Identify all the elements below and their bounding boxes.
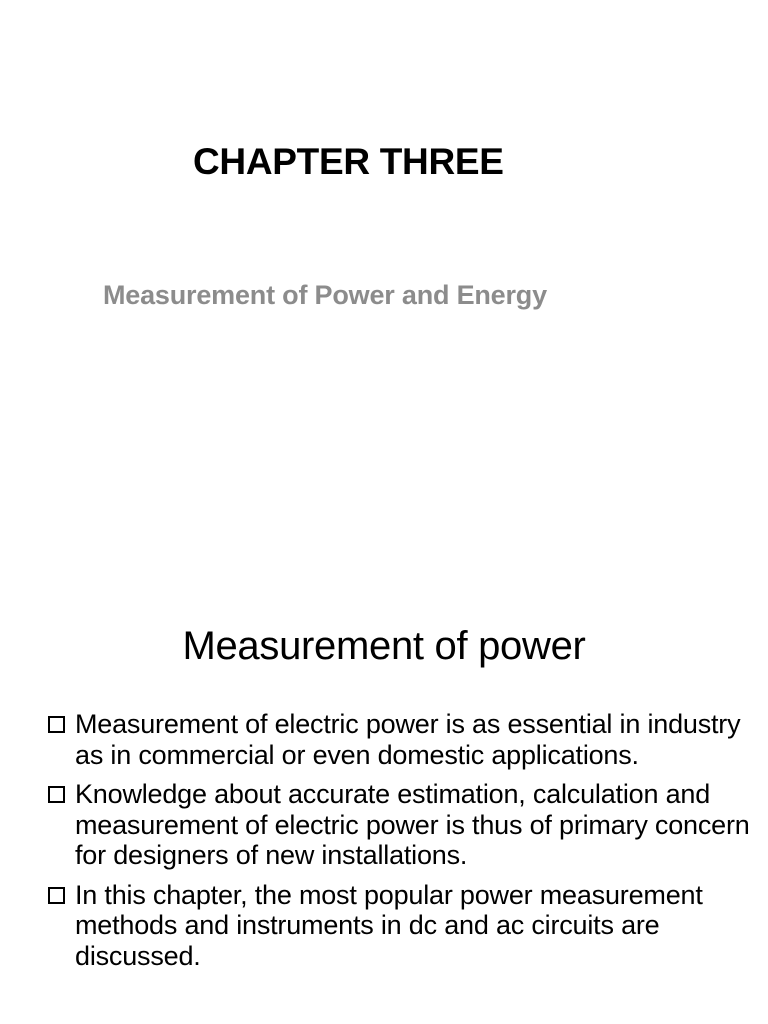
content-slide xyxy=(0,576,768,1024)
section-heading: Measurement of power xyxy=(182,624,586,668)
chapter-title: CHAPTER THREE xyxy=(193,141,504,182)
bullet-text: Knowledge about accurate estimation, calculation and measurement of electric power is thus of primary concern for designers of new installations. xyxy=(75,779,750,870)
square-bullet-icon xyxy=(48,887,65,904)
square-bullet-icon xyxy=(48,716,65,733)
bullet-item xyxy=(46,779,756,871)
bullet-item xyxy=(46,880,756,972)
chapter-subtitle: Measurement of Power and Energy xyxy=(103,280,547,310)
bullet-text: In this chapter, the most popular power measurement methods and instruments in dc and ac circuits are discussed. xyxy=(75,879,703,971)
bullet-item xyxy=(46,709,756,770)
square-bullet-icon xyxy=(48,786,65,803)
bullet-list xyxy=(46,709,756,980)
bullet-text: Measurement of electric power is as essential in industry as in commercial or even domestic applications. xyxy=(75,709,741,770)
